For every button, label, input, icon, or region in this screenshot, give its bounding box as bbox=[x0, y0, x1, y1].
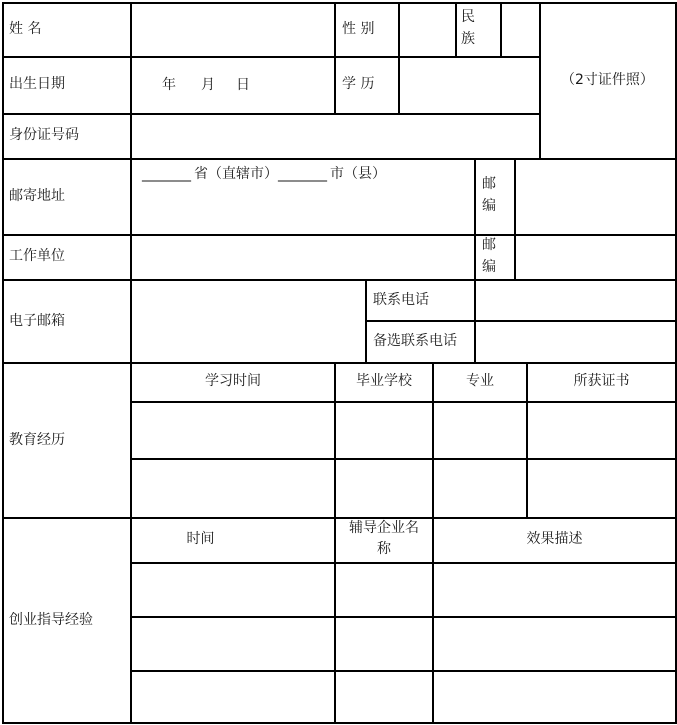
edu-row-1-time[interactable] bbox=[132, 403, 333, 457]
guide-row-3-effect[interactable] bbox=[434, 672, 675, 721]
birth-date-label: 出生日期 bbox=[9, 76, 65, 92]
province-label: 省（直辖市） bbox=[194, 166, 278, 182]
email-label: 电子邮箱 bbox=[9, 313, 65, 329]
guide-row-1-company[interactable] bbox=[336, 564, 431, 615]
id-number-field[interactable] bbox=[132, 115, 538, 157]
education-field[interactable] bbox=[400, 58, 538, 112]
work-unit-field[interactable] bbox=[132, 236, 473, 278]
education-history-label: 教育经历 bbox=[9, 432, 65, 448]
divider bbox=[2, 362, 677, 364]
alt-phone-field[interactable] bbox=[476, 322, 675, 361]
email-field[interactable] bbox=[132, 281, 364, 361]
divider bbox=[365, 279, 367, 363]
divider bbox=[130, 2, 132, 724]
guide-row-3-company[interactable] bbox=[336, 672, 431, 721]
alt-phone-label: 备选联系电话 bbox=[373, 333, 457, 349]
guide-header-effect: 效果描述 bbox=[526, 531, 583, 547]
gender-field[interactable] bbox=[400, 4, 454, 55]
phone-field[interactable] bbox=[476, 281, 675, 319]
guide-header-time: 时间 bbox=[186, 531, 215, 547]
guide-row-1-effect[interactable] bbox=[434, 564, 675, 615]
edu-header-major: 专业 bbox=[466, 373, 494, 389]
guide-row-1-time[interactable] bbox=[132, 564, 333, 615]
edu-header-study-time: 学习时间 bbox=[205, 373, 261, 389]
divider bbox=[334, 2, 336, 114]
postcode-label-line2: 编 bbox=[482, 198, 496, 214]
guide-row-2-company[interactable] bbox=[336, 618, 431, 669]
edu-row-2-major[interactable] bbox=[434, 460, 525, 516]
province-blank: _______ bbox=[142, 166, 191, 182]
edu-row-1-major[interactable] bbox=[434, 403, 525, 457]
edu-row-1-certificate[interactable] bbox=[528, 403, 675, 457]
ethnicity-label-line2: 族 bbox=[461, 31, 475, 47]
guide-header-company-line2: 称 bbox=[377, 541, 391, 557]
phone-label: 联系电话 bbox=[373, 292, 429, 308]
guide-row-2-time[interactable] bbox=[132, 618, 333, 669]
mail-address-label: 邮寄地址 bbox=[9, 188, 65, 204]
edu-row-1-school[interactable] bbox=[336, 403, 431, 457]
border-bottom bbox=[2, 722, 677, 724]
work-postcode-label-line2: 编 bbox=[482, 259, 496, 275]
border-left bbox=[2, 2, 4, 724]
edu-row-2-time[interactable] bbox=[132, 460, 333, 516]
edu-header-school: 毕业学校 bbox=[356, 373, 412, 389]
name-field[interactable] bbox=[132, 4, 333, 55]
divider bbox=[455, 2, 457, 57]
guide-row-2-effect[interactable] bbox=[434, 618, 675, 669]
name-label: 姓 名 bbox=[9, 21, 42, 37]
edu-row-2-certificate[interactable] bbox=[528, 460, 675, 516]
ethnicity-field[interactable] bbox=[502, 4, 538, 55]
guide-row-3-time[interactable] bbox=[132, 672, 333, 721]
id-number-label: 身份证号码 bbox=[9, 127, 79, 143]
ethnicity-label-line1: 民 bbox=[461, 9, 475, 25]
mail-postcode-field[interactable] bbox=[516, 160, 675, 233]
birth-year-unit: 年 bbox=[162, 77, 176, 93]
photo-label: （2寸证件照） bbox=[561, 72, 654, 88]
education-label: 学 历 bbox=[342, 76, 375, 92]
work-postcode-field[interactable] bbox=[516, 236, 675, 278]
mail-address-field[interactable] bbox=[132, 160, 473, 233]
gender-label: 性 别 bbox=[342, 21, 375, 37]
edu-row-2-school[interactable] bbox=[336, 460, 431, 516]
work-unit-label: 工作单位 bbox=[9, 248, 65, 264]
city-label: 市（县） bbox=[330, 166, 386, 182]
birth-day-unit: 日 bbox=[236, 77, 250, 93]
guidance-experience-label: 创业指导经验 bbox=[9, 612, 93, 628]
city-blank: _______ bbox=[278, 166, 327, 182]
postcode-label-line1: 邮 bbox=[482, 176, 496, 192]
border-right bbox=[675, 2, 677, 724]
guide-header-company-line1: 辅导企业名 bbox=[349, 520, 419, 536]
edu-header-certificate: 所获证书 bbox=[573, 373, 630, 389]
work-postcode-label-line1: 邮 bbox=[482, 237, 496, 253]
birth-month-unit: 月 bbox=[201, 77, 215, 93]
